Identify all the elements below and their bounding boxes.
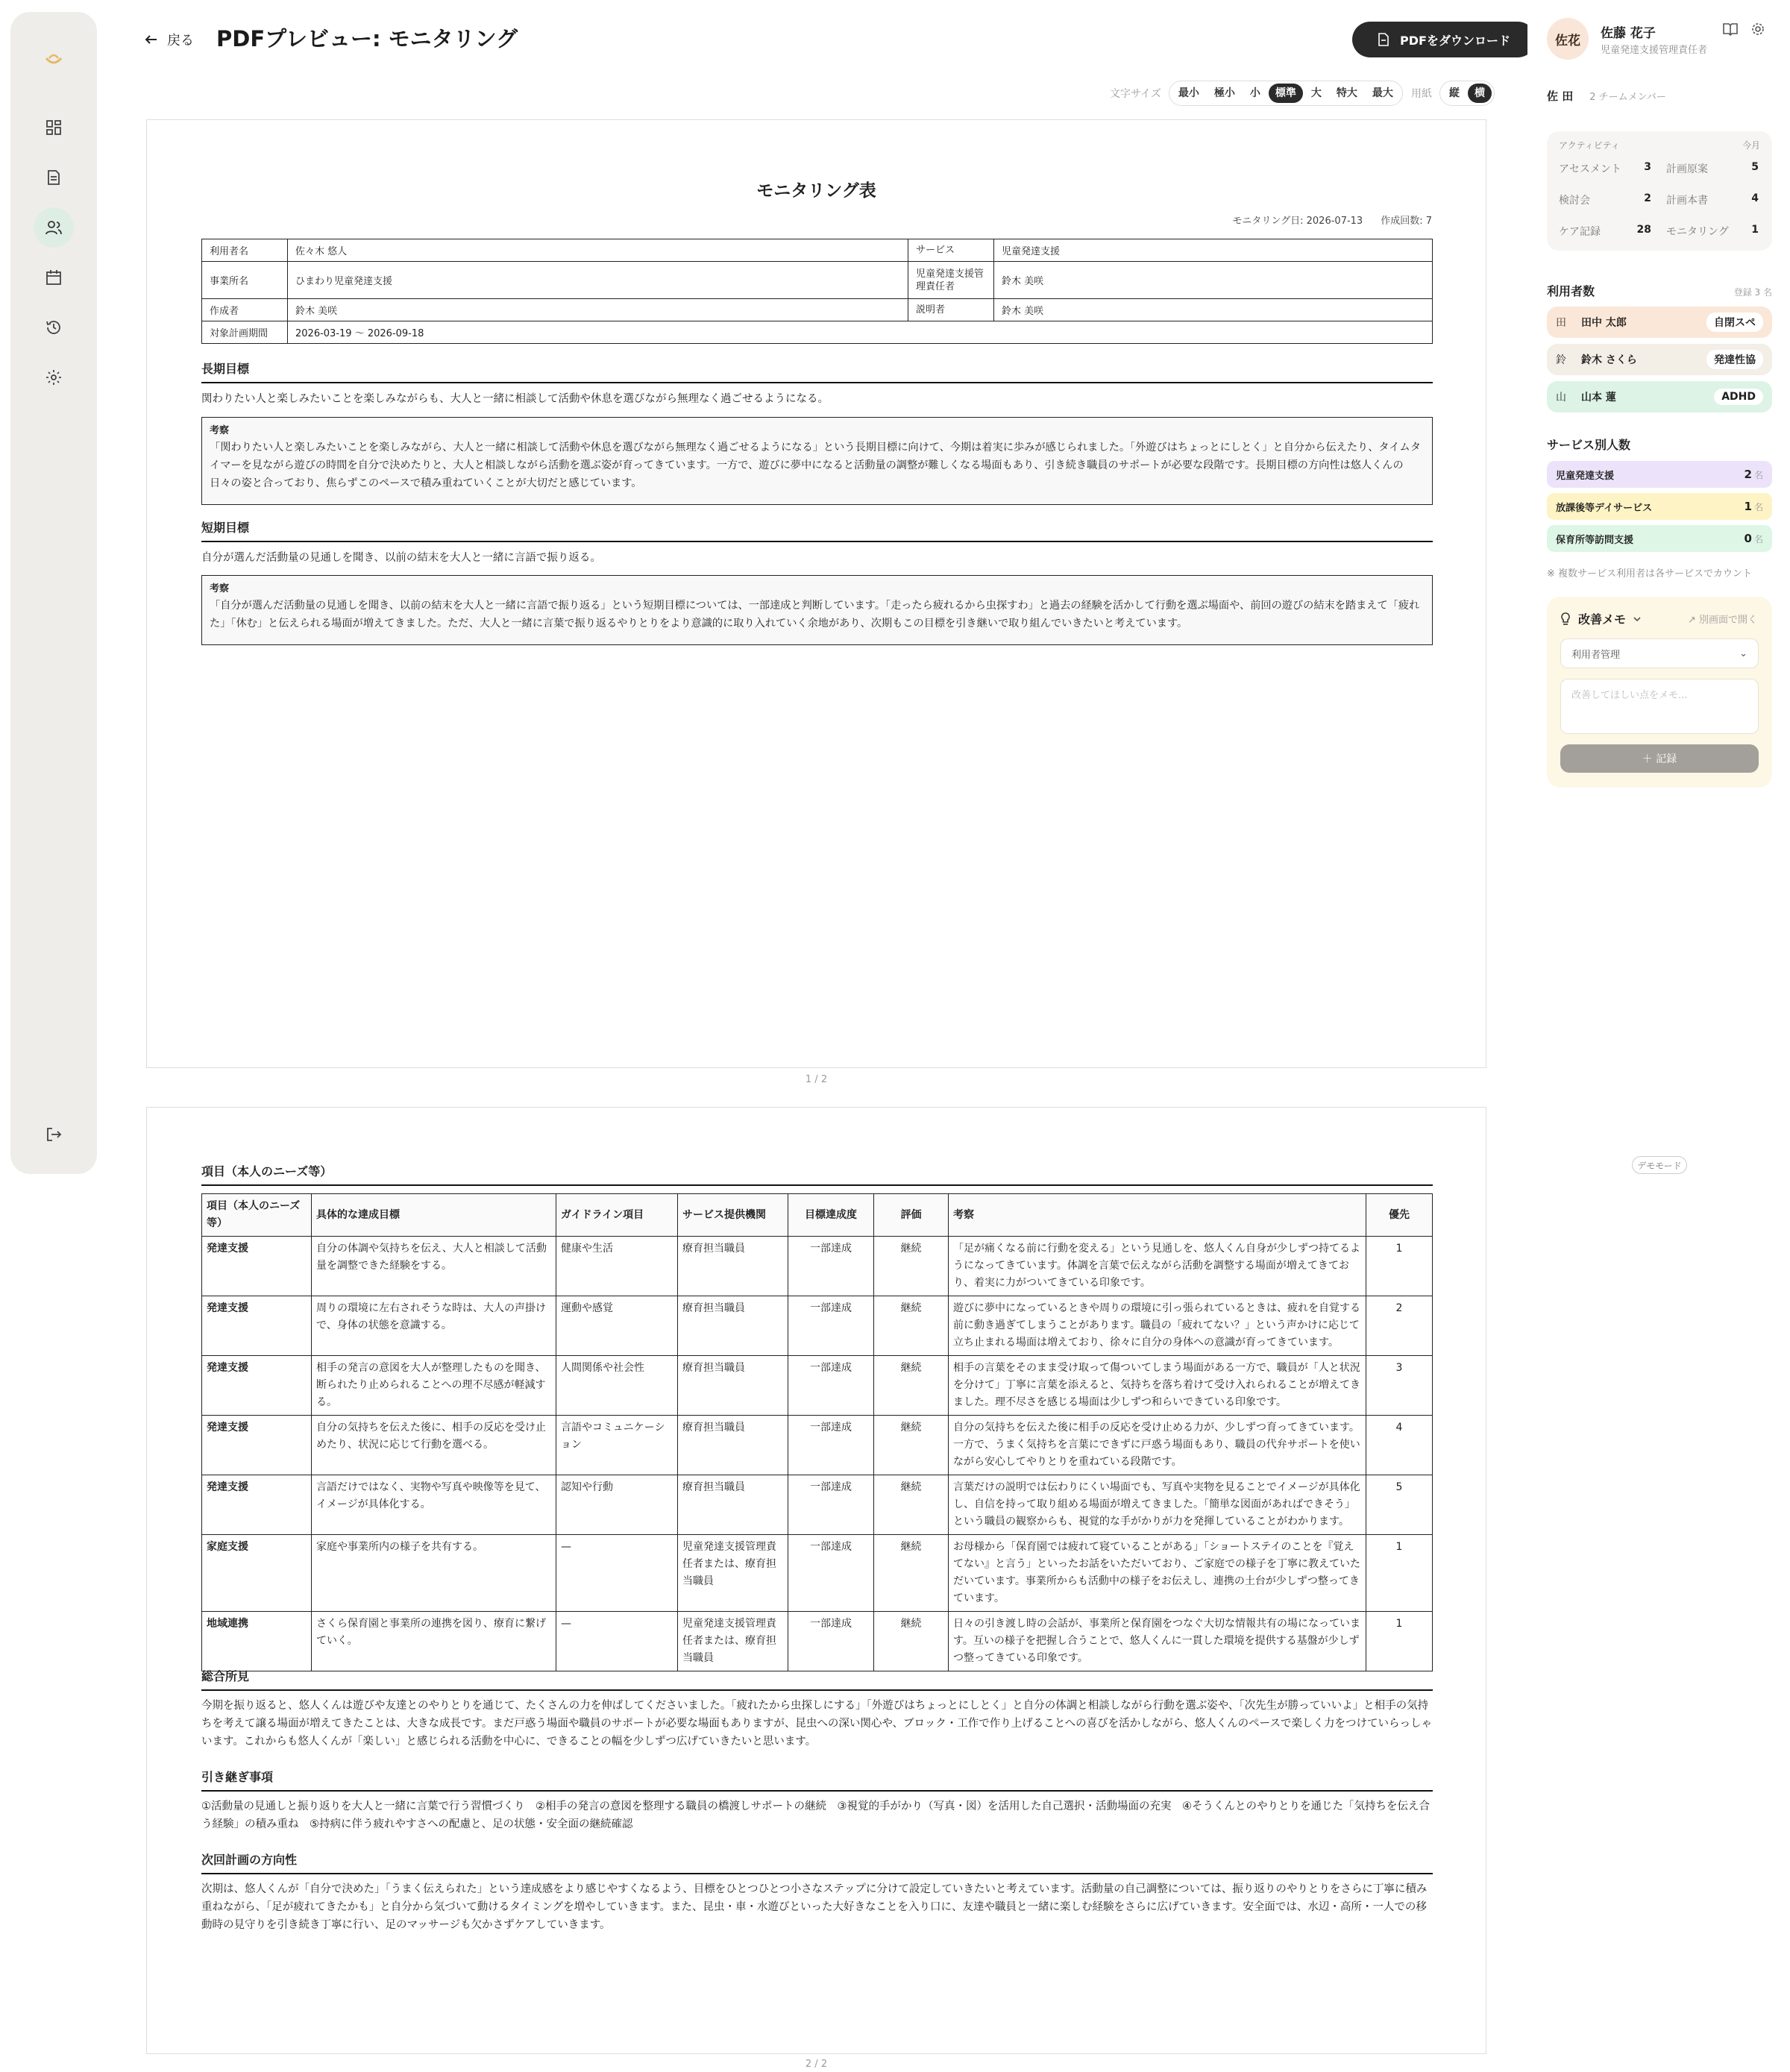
short-goal-observation <box>201 575 1433 645</box>
needs-cell: 継続 <box>874 1356 949 1416</box>
logout-icon[interactable] <box>34 1114 74 1155</box>
long-goal-heading: 長期目標 <box>201 360 1433 383</box>
activity-item[interactable] <box>1666 161 1759 176</box>
services-note: ※ 複数サービス利用者は各サービスでカウント <box>1547 568 1753 580</box>
memo-category-select[interactable]: 利用者管理 ⌄ <box>1560 638 1759 668</box>
user-name: 佐藤 花子 <box>1601 26 1656 41</box>
needs-cell: 療育担当職員 <box>678 1475 788 1535</box>
next-plan-text: 次期は、悠人くんが「自分で決めた」「うまく伝えられた」という達成感をより感じやすくなるよう、目標をひとつひとつ小さなステップに分けて設定していきたいと考えています。活動量の自己調整については、振り返りのやりとりをさらに丁寧に積み重ねながら、「足が疲れてきたかも」と自分から気づいて動けるタイミングを増やしていきます。また、昆虫・車・水遊びといった大好きなことを入り口に、友達や職員と一緒に楽しむ経験をさらに広げていきます。安全面では、水辺・高所・一人での移動時の見守りを引き続き丁寧に行い、足のマッサージも欠かさずケアしていきます。 <box>201 1883 1428 1931</box>
memo-record-button[interactable]: ＋ 記録 <box>1560 744 1759 773</box>
font-size-label: 文字サイズ <box>1110 88 1161 100</box>
needs-cell: 周りの環境に左右されそうな時は、大人の声掛けで、身体の状態を意識する。 <box>312 1296 556 1356</box>
activity-item[interactable] <box>1666 192 1759 207</box>
needs-cell: 発達支援 <box>202 1296 312 1356</box>
info-value: 児童発達支援 <box>994 239 1433 262</box>
service-name: 保育所等訪問支援 <box>1556 534 1634 546</box>
needs-cell: 継続 <box>874 1296 949 1356</box>
activity-item[interactable] <box>1559 161 1651 176</box>
service-count-unit: 名 <box>1753 502 1763 512</box>
table-row <box>202 1612 1433 1671</box>
needs-cell: お母様から「保育園では疲れて寝ていることがある」「ショートステイのことを『覚えてない』と言う」といったお話をいただいており、ご家庭での様子を丁寧に教えていただいています。事業所からも活動中の様子をお伝えし、連携の土台が少しずつ整ってきています。 <box>949 1535 1366 1612</box>
needs-cell: 一部達成 <box>788 1612 874 1671</box>
needs-cell: 家庭や事業所内の様子を共有する。 <box>312 1535 556 1612</box>
info-label: 事業所名 <box>202 262 288 299</box>
needs-cell: 一部達成 <box>788 1296 874 1356</box>
file-icon <box>1378 33 1389 46</box>
document-icon[interactable] <box>34 157 74 198</box>
long-goal-observation <box>201 417 1433 505</box>
monitoring-date: モニタリング日: 2026-07-13 <box>1232 216 1363 227</box>
doc-meta <box>1214 213 1432 227</box>
font-size-option-selected[interactable]: 標準 <box>1269 84 1303 103</box>
settings-icon[interactable] <box>34 357 74 398</box>
avatar[interactable]: 佐花 <box>1547 18 1589 60</box>
info-label: サービス <box>908 239 994 262</box>
font-size-option[interactable]: 大 <box>1310 87 1322 99</box>
gear-icon[interactable] <box>1751 22 1768 39</box>
activity-card <box>1547 131 1772 251</box>
info-value: ひまわり児童発達支援 <box>288 262 908 299</box>
needs-cell: 療育担当職員 <box>678 1296 788 1356</box>
needs-cell: 言語やコミュニケーション <box>556 1416 678 1475</box>
service-row[interactable] <box>1547 525 1772 552</box>
paper-option-selected[interactable]: 横 <box>1468 84 1492 103</box>
page-number: 1 / 2 <box>805 1074 828 1085</box>
memo-title: 改善メモ <box>1578 612 1627 627</box>
font-size-option[interactable]: 最大 <box>1372 87 1393 99</box>
needs-cell: 発達支援 <box>202 1475 312 1535</box>
user-initial: 山 <box>1556 392 1566 404</box>
info-value: 2026-03-19 〜 2026-09-18 <box>288 321 1433 344</box>
activity-count: 2 <box>1644 192 1651 204</box>
needs-cell: — <box>556 1535 678 1612</box>
handover-text: ①活動量の見通しと振り返りを大人と一緒に言葉で行う習慣づくり ②相手の発言の意図を整理する職員の橋渡しサポートの継続 ③視覚的手がかり（写真・図）を活用した自己選択・活動場面の充実 ④そうくんとのやりとりを通じた「気持ちを伝え合う経験」の積み重ね ⑤持病に伴う疲れやすさへの配慮と、足の状態・安全面の継続確認 <box>201 1801 1430 1830</box>
service-name: 児童発達支援 <box>1556 470 1615 482</box>
font-size-option[interactable]: 極小 <box>1213 87 1235 99</box>
service-count-unit: 名 <box>1753 470 1763 480</box>
user-list-item[interactable] <box>1547 344 1772 375</box>
needs-cell: 継続 <box>874 1475 949 1535</box>
needs-cell: 一部達成 <box>788 1356 874 1416</box>
activity-label: アセスメント <box>1559 163 1621 175</box>
needs-heading: 項目（本人のニーズ等） <box>201 1162 1433 1186</box>
user-name: 山本 蓮 <box>1581 392 1616 404</box>
needs-cell: 継続 <box>874 1535 949 1612</box>
needs-cell: 発達支援 <box>202 1237 312 1296</box>
activity-item[interactable] <box>1666 224 1759 239</box>
needs-header-cell: 目標達成度 <box>788 1194 874 1237</box>
needs-cell: 1 <box>1366 1535 1433 1612</box>
lightbulb-icon <box>1560 612 1571 626</box>
info-label: 対象計画期間 <box>202 321 288 344</box>
font-size-option[interactable]: 特大 <box>1336 87 1357 99</box>
needs-cell: 5 <box>1366 1475 1433 1535</box>
service-count-value: 0 <box>1744 532 1752 545</box>
needs-cell: 療育担当職員 <box>678 1237 788 1296</box>
handover-heading: 引き継ぎ事項 <box>201 1768 1433 1792</box>
activity-label: 検討会 <box>1559 195 1590 207</box>
service-row[interactable] <box>1547 461 1772 488</box>
activity-label: 計画原案 <box>1666 163 1708 175</box>
needs-cell: 一部達成 <box>788 1237 874 1296</box>
calendar-icon[interactable] <box>34 257 74 298</box>
info-value: 鈴木 美咲 <box>994 262 1433 299</box>
needs-cell: 言葉だけの説明では伝わりにくい場面でも、写真や実物を見ることでイメージが具体化し、自信を持って取り組める場面が増えてきました。「簡単な図面があればできそう」という職員の観察からも、視覚的な手がかりが力を発揮していることがわかります。 <box>949 1475 1366 1535</box>
chevron-down-icon <box>1633 616 1641 622</box>
font-size-option[interactable]: 小 <box>1249 87 1260 99</box>
user-list-item[interactable] <box>1547 381 1772 412</box>
needs-cell: 相手の発言の意図を大人が整理したものを聞き、断られたり止められることへの理不尽感が軽減する。 <box>312 1356 556 1416</box>
needs-cell: 1 <box>1366 1612 1433 1671</box>
info-label: 利用者名 <box>202 239 288 262</box>
font-size-option[interactable]: 最小 <box>1178 87 1199 99</box>
pdf-page-1 <box>146 119 1486 1068</box>
needs-cell: さくら保育園と事業所の連携を図り、療育に繋げていく。 <box>312 1612 556 1671</box>
activity-title: アクティビティ <box>1559 140 1620 151</box>
info-value: 鈴木 美咲 <box>288 299 908 321</box>
needs-header-cell: ガイドライン項目 <box>556 1194 678 1237</box>
activity-count: 4 <box>1751 192 1759 204</box>
info-label: 児童発達支援管理責任者 <box>908 262 994 299</box>
service-count-unit: 名 <box>1753 534 1763 544</box>
needs-cell: 4 <box>1366 1416 1433 1475</box>
user-tag: 発達性協 <box>1706 350 1763 369</box>
team-members[interactable] <box>1547 85 1666 106</box>
memo-textarea[interactable]: 改善してほしい点をメモ... <box>1560 679 1759 734</box>
app-logo <box>10 34 97 87</box>
needs-header-cell: 項目（本人のニーズ等） <box>202 1194 312 1237</box>
improvement-memo <box>1547 597 1772 788</box>
activity-label: モニタリング <box>1666 226 1729 238</box>
needs-cell: 遊びに夢中になっているときや周りの環境に引っ張られているときは、疲れを自覚する前に動き過ぎてしまうことがあります。職員の「疲れてない？」という声かけに応じて立ち止まれる場面は増えており、徐々に自分の身体への意識が育ってきています。 <box>949 1296 1366 1356</box>
history-icon[interactable] <box>34 307 74 348</box>
needs-cell: 児童発達支援管理責任者または、療育担当職員 <box>678 1535 788 1612</box>
activity-item[interactable] <box>1559 224 1651 239</box>
open-external-link[interactable]: ↗ 別画面で開く <box>1687 615 1757 626</box>
download-pdf-button[interactable]: PDFをダウンロード <box>1352 22 1536 57</box>
activity-count: 1 <box>1751 224 1759 236</box>
table-row <box>202 1535 1433 1612</box>
user-initial: 田 <box>1556 317 1566 329</box>
pdf-page-2 <box>146 1107 1486 2054</box>
observation-text: 「関わりたい人と楽しみたいことを楽しみながら、大人と一緒に相談して活動や休息を選びながら無理なく過ごせるようになる」という長期目標に向けて、今期は着実に歩みが感じられました。「外遊びはちょっとにしとく」と自分から伝えたり、タイムタイマーを見ながら遊びの時間を自分で決めたりと、大人と相談しながら活動を選ぶ姿が育ってきています。一方で、遊びに夢中になると活動量の調整が難しくなる場面もあり、引き続き職員のサポートが必要な段階です。長期目標の方向性は悠人くんの日々の姿と合っており、焦らずこのペースで積み重ねていくことが大切だと感じています。 <box>210 442 1421 489</box>
users-count: 登録 3 名 <box>1733 287 1772 298</box>
long-goal-text: 関わりたい人と楽しみたいことを楽しみながらも、大人と一緒に相談して活動や休息を選びながら無理なく過ごせるようになる。 <box>201 393 829 405</box>
needs-cell: 人間関係や社会性 <box>556 1356 678 1416</box>
needs-header-cell: 優先 <box>1366 1194 1433 1237</box>
service-count <box>1745 532 1763 545</box>
needs-header-cell: 評価 <box>874 1194 949 1237</box>
summary-heading: 総合所見 <box>201 1667 1433 1691</box>
needs-cell: 発達支援 <box>202 1416 312 1475</box>
users-icon[interactable] <box>34 207 74 248</box>
book-icon[interactable] <box>1723 22 1739 39</box>
needs-cell: 家庭支援 <box>202 1535 312 1612</box>
table-row <box>202 1237 1433 1296</box>
user-tag: ADHD <box>1714 389 1763 405</box>
observation-label: 考察 <box>210 425 230 436</box>
user-name: 田中 太郎 <box>1581 317 1627 329</box>
needs-cell: 2 <box>1366 1296 1433 1356</box>
info-value: 佐々木 悠人 <box>288 239 908 262</box>
needs-cell: 発達支援 <box>202 1356 312 1416</box>
needs-cell: 1 <box>1366 1237 1433 1296</box>
needs-cell: 相手の言葉をそのまま受け取って傷ついてしまう場面がある一方で、職員が「人と状況を分けて」丁寧に言葉を添えると、気持ちを落ち着けて受け入れられることが増えてきました。理不尽さを感じる場面は少しずつ和らいできている印象です。 <box>949 1356 1366 1416</box>
dashboard-icon[interactable] <box>34 107 74 148</box>
user-list-item[interactable] <box>1547 307 1772 338</box>
info-label: 作成者 <box>202 299 288 321</box>
needs-cell: 地域連携 <box>202 1612 312 1671</box>
activity-label: 計画本書 <box>1666 195 1708 207</box>
needs-cell: 療育担当職員 <box>678 1356 788 1416</box>
demo-mode-badge: デモモード <box>1632 1156 1687 1174</box>
needs-cell: 認知や行動 <box>556 1475 678 1535</box>
observation-label: 考察 <box>210 583 230 594</box>
sidebar-rail <box>10 12 97 1174</box>
user-initial: 鈴 <box>1556 354 1566 366</box>
right-panel <box>1527 0 1790 1193</box>
doc-title: モニタリング表 <box>756 181 876 201</box>
user-tag: 自閉スペ <box>1706 313 1763 332</box>
user-role: 児童発達支援管理責任者 <box>1601 45 1708 56</box>
activity-item[interactable] <box>1559 192 1651 207</box>
paper-selector <box>1411 80 1495 107</box>
users-heading: 利用者数 登録 3 名 <box>1547 284 1772 298</box>
page-title: PDFプレビュー: モニタリング <box>216 26 518 51</box>
service-count-value: 1 <box>1744 500 1752 513</box>
needs-cell: 「足が痛くなる前に行動を変える」という見通しを、悠人くん自身が少しずつ持てるようになってきています。体調を言葉で伝えながら活動を調整する場面が増えてきており、着実に力がついてきている印象です。 <box>949 1237 1366 1296</box>
main-content <box>97 0 1527 2072</box>
font-size-selector <box>1110 80 1403 107</box>
needs-cell: 継続 <box>874 1237 949 1296</box>
needs-cell: 3 <box>1366 1356 1433 1416</box>
service-name: 放課後等デイサービス <box>1556 502 1653 514</box>
back-label: 戻る <box>167 33 194 48</box>
needs-cell: 自分の気持ちを伝えた後に、相手の反応を受け止めたり、状況に応じて行動を選べる。 <box>312 1416 556 1475</box>
paper-option[interactable]: 縦 <box>1449 87 1460 99</box>
activity-count: 28 <box>1636 224 1651 236</box>
next-plan-heading: 次回計画の方向性 <box>201 1850 1433 1874</box>
needs-cell: — <box>556 1612 678 1671</box>
creation-count: 作成回数: 7 <box>1381 216 1432 227</box>
info-value: 鈴木 美咲 <box>994 299 1433 321</box>
activity-period: 今月 <box>1742 140 1760 151</box>
arrow-left-icon <box>145 34 158 45</box>
needs-cell: 運動や感覚 <box>556 1296 678 1356</box>
needs-cell: 自分の気持ちを伝えた後に相手の反応を受け止める力が、少しずつ育ってきています。一方で、うまく気持ちを言葉にできずに戸惑う場面もあり、職員の代弁サポートを使いながら安心してやりとりを重ねている段階です。 <box>949 1416 1366 1475</box>
service-row[interactable] <box>1547 493 1772 520</box>
user-name: 鈴木 さくら <box>1581 354 1637 366</box>
team-avatars: 佐 田 <box>1547 89 1574 103</box>
needs-cell: 療育担当職員 <box>678 1416 788 1475</box>
paper-label: 用紙 <box>1411 88 1432 100</box>
table-row <box>202 1416 1433 1475</box>
page-number: 2 / 2 <box>805 2059 828 2070</box>
service-count-value: 2 <box>1744 468 1752 481</box>
needs-cell: 一部達成 <box>788 1535 874 1612</box>
needs-cell: 継続 <box>874 1416 949 1475</box>
needs-cell: 健康や生活 <box>556 1237 678 1296</box>
chevron-down-icon: ⌄ <box>1739 647 1747 659</box>
needs-cell: 継続 <box>874 1612 949 1671</box>
back-button[interactable] <box>145 27 194 52</box>
activity-label: ケア記録 <box>1559 226 1601 238</box>
needs-cell: 日々の引き渡し時の会話が、事業所と保育園をつなぐ大切な情報共有の場になっています。互いの様子を把握し合うことで、悠人くんに一貫した環境を提供する基盤が少しずつ整ってきている印象です。 <box>949 1612 1366 1671</box>
info-label: 説明者 <box>908 299 994 321</box>
paper-segments <box>1439 81 1495 106</box>
team-count: 2 チームメンバー <box>1589 91 1666 103</box>
needs-cell: 一部達成 <box>788 1416 874 1475</box>
memo-header[interactable] <box>1560 610 1641 627</box>
short-goal-text: 自分が選んだ活動量の見通しを聞き、以前の結末を大人と一緒に言語で振り返る。 <box>201 552 601 564</box>
observation-text: 「自分が選んだ活動量の見通しを聞き、以前の結末を大人と一緒に言語で振り返る」という短期目標については、一部達成と判断しています。「走ったら疲れるから虫探すわ」と過去の経験を活かして行動を選ぶ場面や、前回の遊びの結末を踏まえて「疲れた」「休む」と伝えられる場面が増えてきました。ただ、大人と一緒に言葉で振り返るやりとりをより意識的に取り入れていく余地があり、次期もこの目標を引き継いで取り組んでいきたいと考えています。 <box>210 600 1420 630</box>
summary-text: 今期を振り返ると、悠人くんは遊びや友達とのやりとりを通じて、たくさんの力を伸ばしてくださいました。「疲れたから虫探しにする」「外遊びはちょっとにしとく」と自分の体調と相談しながら行動を選ぶ姿や、「次先生が勝っていいよ」と相手の気持ちを考えて譲る場面が増えてきたことは、大きな成長です。まだ戸惑う場面や職員のサポートが必要な場面もありますが、昆虫への深い関心や、ブロック・工作で作り上げることへの喜びを活かしながら、悠人くんのペースで楽しく力をつけていらっしゃいます。これからも悠人くんが「楽しい」と感じられる活動を中心に、できることの幅を少しずつ広げていきたいと思います。 <box>201 1700 1432 1748</box>
services-heading: サービス別人数 <box>1547 438 1631 452</box>
info-table <box>201 239 1433 344</box>
short-goal-heading: 短期目標 <box>201 518 1433 542</box>
table-row <box>202 1356 1433 1416</box>
needs-header-cell: 具体的な達成目標 <box>312 1194 556 1237</box>
font-size-segments <box>1169 81 1403 106</box>
service-count <box>1745 500 1763 513</box>
table-row <box>202 1475 1433 1535</box>
needs-cell: 言語だけではなく、実物や写真や映像等を見て、イメージが具体化する。 <box>312 1475 556 1535</box>
needs-cell: 一部達成 <box>788 1475 874 1535</box>
table-row <box>202 1296 1433 1356</box>
needs-cell: 自分の体調や気持ちを伝え、大人と相談して活動量を調整できた経験をする。 <box>312 1237 556 1296</box>
activity-count: 5 <box>1751 161 1759 173</box>
needs-header-cell: 考察 <box>949 1194 1366 1237</box>
activity-count: 3 <box>1644 161 1651 173</box>
needs-table <box>201 1193 1433 1671</box>
service-count <box>1745 468 1763 481</box>
needs-cell: 児童発達支援管理責任者または、療育担当職員 <box>678 1612 788 1671</box>
needs-header-cell: サービス提供機関 <box>678 1194 788 1237</box>
